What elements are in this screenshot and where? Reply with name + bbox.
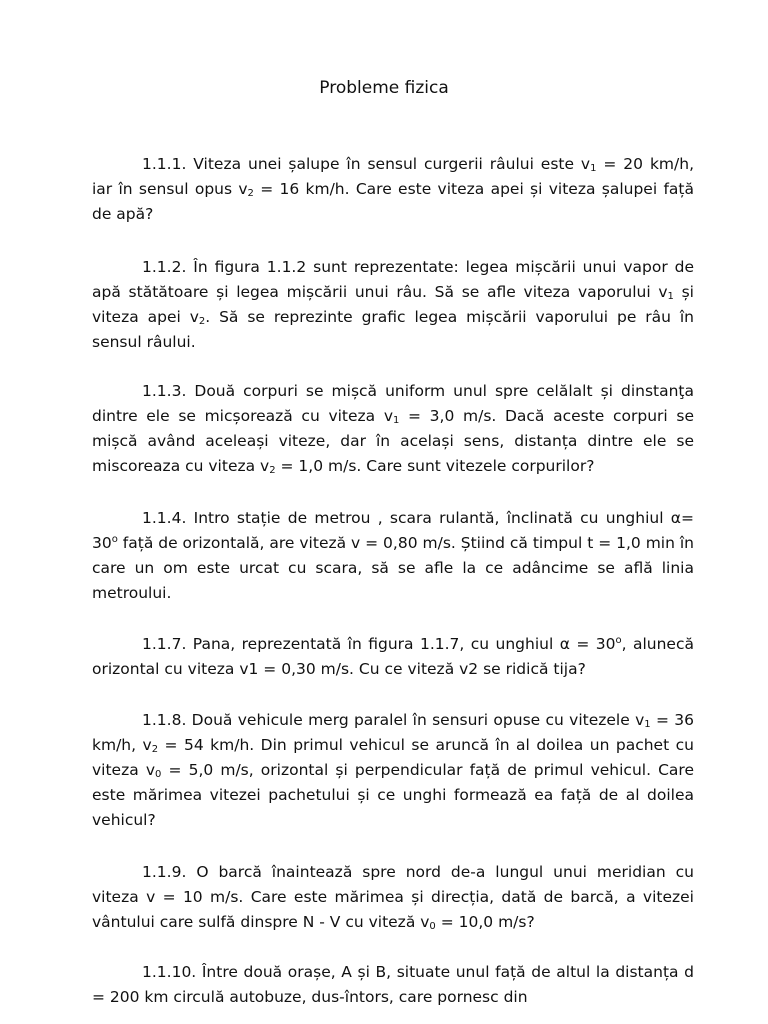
- problem-text: 1.1.1. Viteza unei șalupe în sensul curgerii râului este v: [142, 155, 591, 173]
- problem-1-1-1: [92, 152, 694, 227]
- page-title: Probleme fizica: [319, 78, 449, 98]
- subscript: 1: [393, 415, 400, 426]
- subscript: 2: [198, 316, 206, 327]
- problem-text: = 54 km/h. Din primul vehicul se aruncă în al doilea un pachet cu viteza v: [92, 736, 694, 779]
- problem-text: = 20 km/h, iar în sensul opus v: [92, 155, 694, 198]
- problem-text: 1.1.9. O barcă înaintează spre nord de-a lungul unui meridian cu viteza v = 10 m/s. Care este mărimea și direcția, dată de barcă, a vitezei vântului care sulfă dinspre N - V cu viteză v: [92, 863, 694, 931]
- problem-1-1-2: [92, 255, 694, 355]
- problem-1-1-3: [92, 379, 694, 479]
- problem-1-1-10: [92, 960, 694, 1010]
- problem-text: = 36 km/h, v: [92, 711, 694, 754]
- subscript: 1: [590, 163, 597, 174]
- subscript: 0: [429, 921, 436, 932]
- subscript: 1: [667, 291, 674, 302]
- problem-text: = 1,0 m/s. Care sunt vitezele corpurilor?: [275, 457, 595, 475]
- problem-text: = 5,0 m/s, orizontal și perpendicular față de primul vehicul. Care este mărimea vitezei pachetului și ce unghi formează ea față de al doilea vehicul?: [92, 761, 694, 829]
- subscript: 2: [247, 188, 254, 199]
- subscript: 2: [151, 744, 159, 755]
- problem-text: , alunecă orizontal cu viteza v1 = 0,30 m/s. Cu ce viteză v2 se ridică tija?: [92, 635, 694, 678]
- problem-text: 1.1.4. Intro stație de metrou , scara rulantă, înclinată cu unghiul α= 30: [92, 509, 694, 552]
- problem-text: 1.1.7. Pana, reprezentată în figura 1.1.7, cu unghiul α = 30: [142, 635, 616, 653]
- problem-text: față de orizontală, are viteză v = 0,80 m/s. Știind că timpul t = 1,0 min în care un om este urcat cu scara, să se afle la ce adâncime se află linia metroului.: [92, 534, 694, 602]
- subscript: 2: [269, 465, 276, 476]
- problem-text: = 3,0 m/s. Dacă aceste corpuri se mișcă având aceleași viteze, dar în același sens, distanța dintre ele se miscoreaza cu viteza v: [92, 407, 694, 475]
- problem-text: = 10,0 m/s?: [435, 913, 535, 931]
- problem-text: . Să se reprezinte grafic legea mișcării vaporului pe râu în sensul râului.: [92, 308, 695, 351]
- subscript: 0: [155, 769, 162, 780]
- subscript: 1: [644, 719, 651, 730]
- superscript: o: [615, 635, 622, 646]
- problem-text: și viteza apei v: [92, 283, 694, 326]
- problem-1-1-7: [92, 632, 694, 682]
- problem-1-1-9: [92, 860, 694, 935]
- problem-text: = 16 km/h. Care este viteza apei și viteza șalupei față de apă?: [92, 180, 694, 223]
- problem-1-1-8: [92, 708, 694, 833]
- problem-text: 1.1.8. Două vehicule merg paralel în sensuri opuse cu vitezele v: [142, 711, 645, 729]
- problem-text: 1.1.10. Între două orașe, A și B, situate unul față de altul la distanța d = 200 km circulă autobuze, dus-întors, care pornesc din: [92, 963, 694, 1006]
- problem-text: 1.1.2. În figura 1.1.2 sunt reprezentate: legea mișcării unui vapor de apă stătătoare și legea mișcării unui râu. Să se afle viteza vaporului v: [92, 258, 694, 301]
- problem-1-1-4: [92, 506, 694, 606]
- superscript: o: [111, 534, 118, 545]
- problem-text: 1.1.3. Două corpuri se mișcă uniform unul spre celălalt și dinstanţa dintre ele se micșorează cu viteza v: [92, 382, 694, 425]
